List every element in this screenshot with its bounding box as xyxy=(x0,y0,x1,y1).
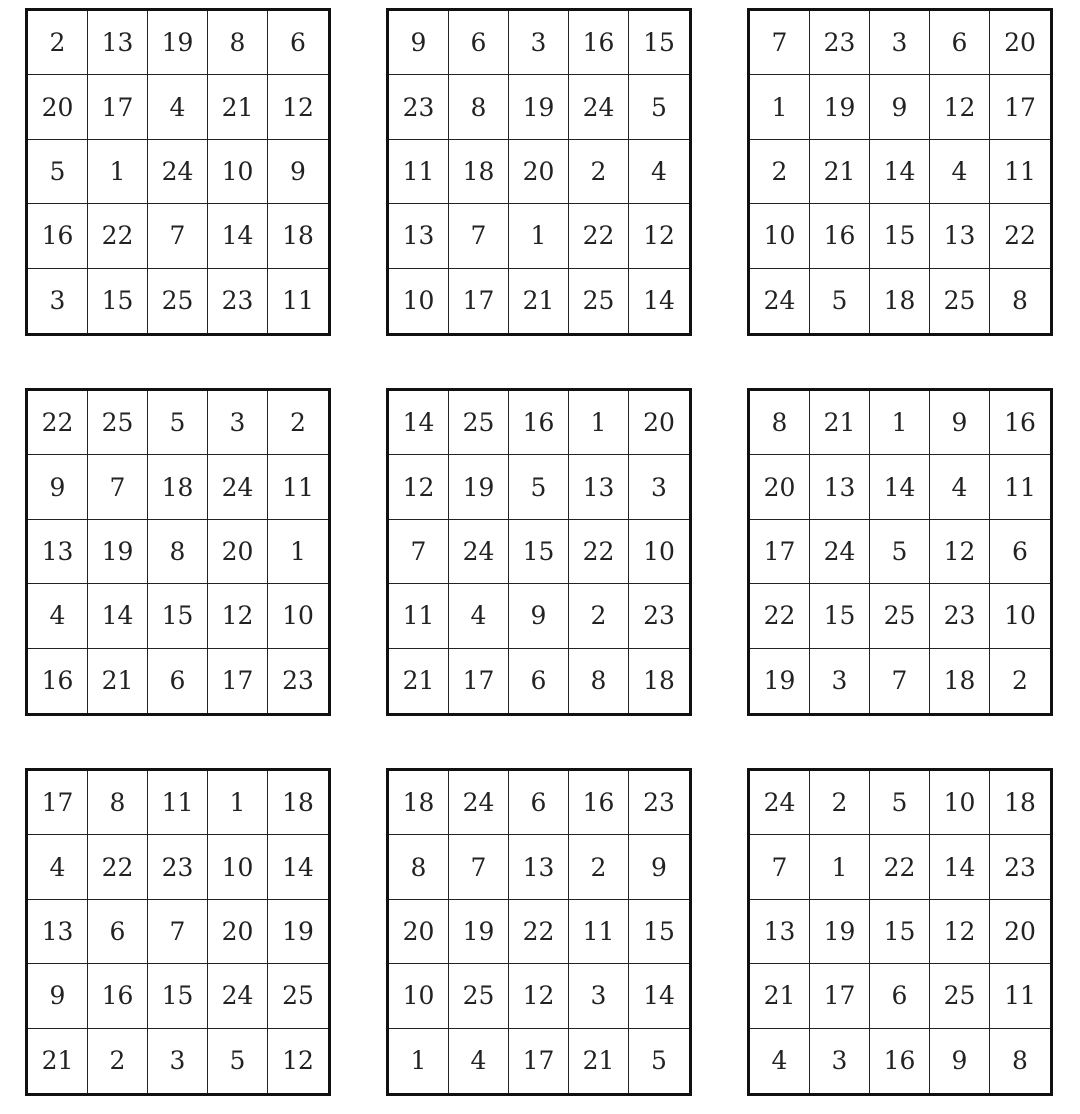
grid-cell: 13 xyxy=(930,204,990,268)
grid-cell: 18 xyxy=(148,455,208,519)
grid-cell: 1 xyxy=(509,204,569,268)
grid-cell: 15 xyxy=(509,520,569,584)
grid-cell: 7 xyxy=(148,204,208,268)
grid-cell: 4 xyxy=(930,455,990,519)
grid-cell: 22 xyxy=(569,520,629,584)
grid-cell: 15 xyxy=(870,204,930,268)
grid-cell: 18 xyxy=(389,771,449,835)
grid-cell: 22 xyxy=(750,584,810,648)
number-grid-8 xyxy=(386,768,692,1096)
grid-cell: 15 xyxy=(88,269,148,333)
grid-cell: 4 xyxy=(930,140,990,204)
grid-cell: 24 xyxy=(449,771,509,835)
grid-cell: 15 xyxy=(148,964,208,1028)
grid-cell: 25 xyxy=(870,584,930,648)
grid-cell: 10 xyxy=(208,835,268,899)
number-grid-2 xyxy=(386,8,692,336)
grid-cell: 14 xyxy=(870,140,930,204)
grid-cell: 8 xyxy=(750,391,810,455)
grid-cell: 13 xyxy=(750,900,810,964)
grid-cell: 19 xyxy=(449,900,509,964)
grid-cell: 5 xyxy=(870,771,930,835)
grid-cell: 9 xyxy=(930,1029,990,1093)
grid-cell: 2 xyxy=(750,140,810,204)
grid-cell: 1 xyxy=(268,520,328,584)
grid-cell: 11 xyxy=(282,286,314,316)
grid-cell: 6 xyxy=(990,520,1050,584)
grid-cell: 21 xyxy=(810,391,870,455)
grid-cell: 21 xyxy=(28,1029,88,1093)
grid-cell: 3 xyxy=(629,455,689,519)
grid-cell: 11 xyxy=(148,771,208,835)
grid-cell: 21 xyxy=(88,649,148,713)
grid-cell: 25 xyxy=(449,964,509,1028)
grid-cell: 20 xyxy=(629,391,689,455)
grid-cell: 23 xyxy=(990,835,1050,899)
grid-cell: 20 xyxy=(509,140,569,204)
grid-cell: 8 xyxy=(389,835,449,899)
grid-cell: 6 xyxy=(930,11,990,75)
grid-cell: 25 xyxy=(930,269,990,333)
grid-cell: 5 xyxy=(629,75,689,139)
grid-cell: 6 xyxy=(870,964,930,1028)
grid-cell: 18 xyxy=(449,140,509,204)
grid-cell: 8 xyxy=(1012,286,1028,316)
grid-cell: 14 xyxy=(930,835,990,899)
grid-cell: 19 xyxy=(509,75,569,139)
grid-cell: 15 xyxy=(629,11,689,75)
grid-cell: 16 xyxy=(88,964,148,1028)
grid-cell: 12 xyxy=(930,900,990,964)
grid-cell: 16 xyxy=(28,204,88,268)
grid-cell: 9 xyxy=(28,964,88,1028)
grid-cell: 3 xyxy=(569,964,629,1028)
grid-cell: 14 xyxy=(389,391,449,455)
grid-cell: 16 xyxy=(509,391,569,455)
grid-cell: 4 xyxy=(449,584,509,648)
grid-cell: 20 xyxy=(28,75,88,139)
grid-cell: 2 xyxy=(1012,666,1028,696)
grid-cell: 9 xyxy=(28,455,88,519)
grid-cell: 7 xyxy=(870,649,930,713)
grid-cell: 11 xyxy=(268,455,328,519)
grid-cell: 10 xyxy=(990,584,1050,648)
grid-cell: 23 xyxy=(930,584,990,648)
grid-cell: 18 xyxy=(930,649,990,713)
grid-cell: 13 xyxy=(569,455,629,519)
grid-cell: 23 xyxy=(148,835,208,899)
grid-cell: 24 xyxy=(208,455,268,519)
number-grid-6 xyxy=(747,388,1053,716)
grid-cell: 9 xyxy=(268,140,328,204)
grid-cell: 11 xyxy=(389,584,449,648)
grid-cell: 23 xyxy=(629,771,689,835)
grid-cell: 24 xyxy=(148,140,208,204)
grid-cell: 9 xyxy=(509,584,569,648)
grid-cell: 8 xyxy=(208,11,268,75)
grid-cell: 21 xyxy=(509,269,569,333)
grid-cell: 25 xyxy=(569,269,629,333)
grid-cell: 4 xyxy=(750,1029,810,1093)
number-grid-1 xyxy=(25,8,331,336)
grid-cell: 24 xyxy=(750,771,810,835)
grid-cell: 20 xyxy=(208,520,268,584)
grid-cell: 1 xyxy=(750,75,810,139)
grid-cell: 2 xyxy=(569,835,629,899)
grid-cell: 17 xyxy=(750,520,810,584)
grid-cell: 18 xyxy=(268,204,328,268)
grid-cell: 22 xyxy=(88,835,148,899)
grid-cell: 10 xyxy=(389,964,449,1028)
grid-cell: 6 xyxy=(268,11,328,75)
grid-cell: 10 xyxy=(268,584,328,648)
grid-cell: 22 xyxy=(88,204,148,268)
grid-cell: 22 xyxy=(509,900,569,964)
grid-cell: 13 xyxy=(28,900,88,964)
grid-cell: 21 xyxy=(569,1029,629,1093)
grid-cell: 25 xyxy=(88,391,148,455)
grid-cell: 3 xyxy=(28,269,88,333)
grid-cell: 6 xyxy=(148,649,208,713)
grid-cell: 5 xyxy=(208,1029,268,1093)
grid-cell: 1 xyxy=(870,391,930,455)
grid-cell: 12 xyxy=(268,75,328,139)
number-grid-7 xyxy=(25,768,331,1096)
grid-cell: 12 xyxy=(930,520,990,584)
grid-cell: 1 xyxy=(208,771,268,835)
grid-cell: 6 xyxy=(509,771,569,835)
grid-cell: 8 xyxy=(148,520,208,584)
grid-cell: 23 xyxy=(282,666,314,696)
grid-cell: 13 xyxy=(389,204,449,268)
grid-cell: 8 xyxy=(88,771,148,835)
grid-cell: 20 xyxy=(389,900,449,964)
grid-cell: 2 xyxy=(268,391,328,455)
grid-cell: 7 xyxy=(449,835,509,899)
grid-cell: 24 xyxy=(449,520,509,584)
grid-cell: 6 xyxy=(449,11,509,75)
grid-cell: 2 xyxy=(28,11,88,75)
grid-cell: 13 xyxy=(28,520,88,584)
grid-cell: 22 xyxy=(28,391,88,455)
number-grid-4 xyxy=(25,388,331,716)
grid-cell: 10 xyxy=(629,520,689,584)
grid-cell: 19 xyxy=(449,455,509,519)
grid-cell: 14 xyxy=(208,204,268,268)
grid-cell: 19 xyxy=(750,649,810,713)
grid-cell: 16 xyxy=(569,771,629,835)
grid-cell: 3 xyxy=(208,391,268,455)
grid-cell: 17 xyxy=(990,75,1050,139)
grid-cell: 7 xyxy=(389,520,449,584)
grid-cell: 23 xyxy=(208,269,268,333)
grid-cell: 11 xyxy=(990,455,1050,519)
grid-cell: 5 xyxy=(148,391,208,455)
grid-cell: 10 xyxy=(930,771,990,835)
grid-cell: 18 xyxy=(990,771,1050,835)
grid-cell: 8 xyxy=(449,75,509,139)
grid-cell: 3 xyxy=(148,1029,208,1093)
grid-cell: 23 xyxy=(389,75,449,139)
grid-cell: 1 xyxy=(569,391,629,455)
grid-cell: 4 xyxy=(28,835,88,899)
grid-cell: 6 xyxy=(509,649,569,713)
grid-cell: 17 xyxy=(509,1029,569,1093)
number-grid-5 xyxy=(386,388,692,716)
grid-cell: 14 xyxy=(643,286,675,316)
grid-cell: 22 xyxy=(990,204,1050,268)
grid-cell: 7 xyxy=(449,204,509,268)
grid-cell: 17 xyxy=(449,269,509,333)
grid-cell: 3 xyxy=(509,11,569,75)
number-grid-9 xyxy=(747,768,1053,1096)
grid-cell: 11 xyxy=(389,140,449,204)
grid-cell: 18 xyxy=(268,771,328,835)
grid-cell: 9 xyxy=(389,11,449,75)
grid-cell: 18 xyxy=(643,666,675,696)
grid-cell: 16 xyxy=(990,391,1050,455)
grid-cell: 21 xyxy=(750,964,810,1028)
grid-cell: 22 xyxy=(569,204,629,268)
grid-cell: 10 xyxy=(750,204,810,268)
grid-cell: 17 xyxy=(88,75,148,139)
grid-cell: 12 xyxy=(629,204,689,268)
grid-cell: 19 xyxy=(268,900,328,964)
grid-cell: 20 xyxy=(990,900,1050,964)
grid-cell: 19 xyxy=(148,11,208,75)
grid-cell: 15 xyxy=(870,900,930,964)
grid-cell: 23 xyxy=(810,11,870,75)
grid-cell: 5 xyxy=(870,520,930,584)
grid-cell: 13 xyxy=(810,455,870,519)
grid-cell: 4 xyxy=(629,140,689,204)
grid-cell: 2 xyxy=(569,584,629,648)
grid-cell: 5 xyxy=(28,140,88,204)
grid-cell: 12 xyxy=(282,1046,314,1076)
grid-cell: 12 xyxy=(208,584,268,648)
grid-cell: 17 xyxy=(810,964,870,1028)
grid-cell: 16 xyxy=(810,204,870,268)
grid-cell: 20 xyxy=(208,900,268,964)
grid-cell: 7 xyxy=(88,455,148,519)
grid-cell: 17 xyxy=(28,771,88,835)
grid-cell: 12 xyxy=(509,964,569,1028)
grid-cell: 8 xyxy=(569,649,629,713)
grid-cell: 1 xyxy=(389,1029,449,1093)
grid-cell: 13 xyxy=(509,835,569,899)
grid-cell: 21 xyxy=(810,140,870,204)
grid-cell: 22 xyxy=(870,835,930,899)
grid-cell: 25 xyxy=(268,964,328,1028)
grid-cell: 3 xyxy=(810,1029,870,1093)
grid-cell: 24 xyxy=(208,964,268,1028)
grid-cell: 6 xyxy=(88,900,148,964)
grid-cell: 4 xyxy=(449,1029,509,1093)
grid-cell: 16 xyxy=(28,649,88,713)
grid-cell: 24 xyxy=(569,75,629,139)
grid-cell: 2 xyxy=(810,771,870,835)
grid-cell: 8 xyxy=(1012,1046,1028,1076)
grid-cell: 11 xyxy=(990,964,1050,1028)
grid-cell: 5 xyxy=(810,269,870,333)
grid-cell: 25 xyxy=(449,391,509,455)
grid-cell: 9 xyxy=(870,75,930,139)
grid-cell: 2 xyxy=(88,1029,148,1093)
grid-cell: 10 xyxy=(208,140,268,204)
grid-cell: 5 xyxy=(651,1046,667,1076)
grid-cell: 7 xyxy=(750,835,810,899)
grid-cell: 14 xyxy=(870,455,930,519)
grid-cell: 14 xyxy=(629,964,689,1028)
grid-cell: 3 xyxy=(870,11,930,75)
grid-cell: 2 xyxy=(569,140,629,204)
grid-cell: 16 xyxy=(870,1029,930,1093)
grid-cell: 16 xyxy=(569,11,629,75)
grid-cell: 9 xyxy=(629,835,689,899)
grid-cell: 24 xyxy=(750,269,810,333)
grid-cell: 15 xyxy=(148,584,208,648)
grid-cell: 3 xyxy=(810,649,870,713)
grid-cell: 20 xyxy=(750,455,810,519)
grid-cell: 20 xyxy=(990,11,1050,75)
grid-cell: 14 xyxy=(88,584,148,648)
grid-cell: 4 xyxy=(148,75,208,139)
grid-cell: 4 xyxy=(28,584,88,648)
grid-cell: 25 xyxy=(930,964,990,1028)
grid-cell: 24 xyxy=(810,520,870,584)
grid-cell: 11 xyxy=(990,140,1050,204)
grid-cell: 15 xyxy=(810,584,870,648)
grid-cell: 11 xyxy=(569,900,629,964)
grid-cell: 7 xyxy=(148,900,208,964)
grid-cell: 25 xyxy=(148,269,208,333)
grid-cell: 1 xyxy=(88,140,148,204)
grid-cell: 5 xyxy=(509,455,569,519)
grid-cell: 23 xyxy=(629,584,689,648)
grid-cell: 10 xyxy=(389,269,449,333)
grid-cell: 19 xyxy=(810,900,870,964)
grid-cell: 7 xyxy=(750,11,810,75)
number-grid-3 xyxy=(747,8,1053,336)
grid-cell: 12 xyxy=(389,455,449,519)
grid-cell: 14 xyxy=(268,835,328,899)
grid-cell: 19 xyxy=(810,75,870,139)
grid-cell: 1 xyxy=(810,835,870,899)
grid-cell: 12 xyxy=(930,75,990,139)
grid-cell: 17 xyxy=(208,649,268,713)
grid-cell: 19 xyxy=(88,520,148,584)
grid-cell: 21 xyxy=(389,649,449,713)
grid-cell: 21 xyxy=(208,75,268,139)
grid-cell: 9 xyxy=(930,391,990,455)
grid-cell: 15 xyxy=(629,900,689,964)
grid-cell: 13 xyxy=(88,11,148,75)
grid-cell: 18 xyxy=(870,269,930,333)
grid-cell: 17 xyxy=(449,649,509,713)
